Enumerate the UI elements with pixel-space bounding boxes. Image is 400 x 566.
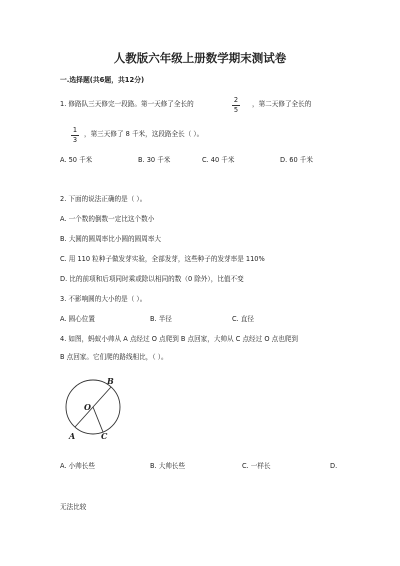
q1-option-c[interactable]: C. 40 千米 [202,156,235,164]
q2-option-a[interactable]: A. 一个数的倒数一定比这个数小 [60,215,155,223]
q2-option-d[interactable]: D. 比的前项和后项同时乘或除以相同的数（0 除外），比值不变 [60,275,244,283]
q3-option-c[interactable]: C. 直径 [232,315,254,323]
q1-fraction-1-3 [70,126,80,144]
q4-option-d[interactable]: D. [330,462,338,470]
section-heading: 一.选择题(共6题，共12分) [60,76,145,84]
q4-option-a[interactable]: A. 小帅长些 [60,462,95,470]
label-o: O [84,402,91,412]
q1-option-b[interactable]: B. 30 千米 [138,156,171,164]
q1-fraction-2-5 [231,96,241,114]
path-o-to-c [93,407,103,432]
q3-option-b[interactable]: B. 半径 [150,315,172,323]
q2-option-b[interactable]: B. 大圆的圆周率比小圆的圆周率大 [60,235,162,243]
label-b: B [107,376,114,386]
q1-frac2-numerator: 1 [72,126,78,134]
q2-stem: 2. 下面的说法正确的是（ ）。 [60,195,147,203]
q4-option-d-text: 无法比较 [60,503,87,511]
q2-option-c[interactable]: C. 用 110 粒种子做发芽实验，全部发芽，这些种子的发芽率是 110% [60,255,265,263]
q1-option-a[interactable]: A. 50 千米 [60,156,93,164]
q4-stem-line1: 4. 如图，蚂蚁小帅从 A 点经过 O 点爬到 B 点回家，大帅从 C 点经过 O 点也爬到 [60,335,298,343]
label-a: A [69,431,76,441]
q4-option-c[interactable]: C. 一样长 [242,462,271,470]
q1-frac1-numerator: 2 [233,96,239,104]
q3-stem: 3. 不影响圆的大小的是（ ）。 [60,295,147,303]
label-c: C [101,431,108,441]
q1-stem-line2: ，第三天修了 8 千米，这段路全长（ ）。 [84,130,204,138]
q1-stem-line1-tail: ，第二天修了全长的 [252,100,312,108]
q4-stem-line2: B 点回家。它们爬的路线相比，（ ）。 [60,353,168,361]
q3-option-a[interactable]: A. 圆心位置 [60,315,95,323]
q4-circle-figure [60,372,130,444]
q4-option-b[interactable]: B. 大帅长些 [150,462,186,470]
q1-frac2-denominator: 3 [72,136,78,144]
q1-option-d[interactable]: D. 60 千米 [280,156,313,164]
q1-frac1-denominator: 5 [233,106,239,114]
q1-stem-line1: 1. 修路队三天修完一段路。第一天修了全长的 [60,100,194,108]
page-title: 人教版六年级上册数学期末测试卷 [113,51,287,65]
